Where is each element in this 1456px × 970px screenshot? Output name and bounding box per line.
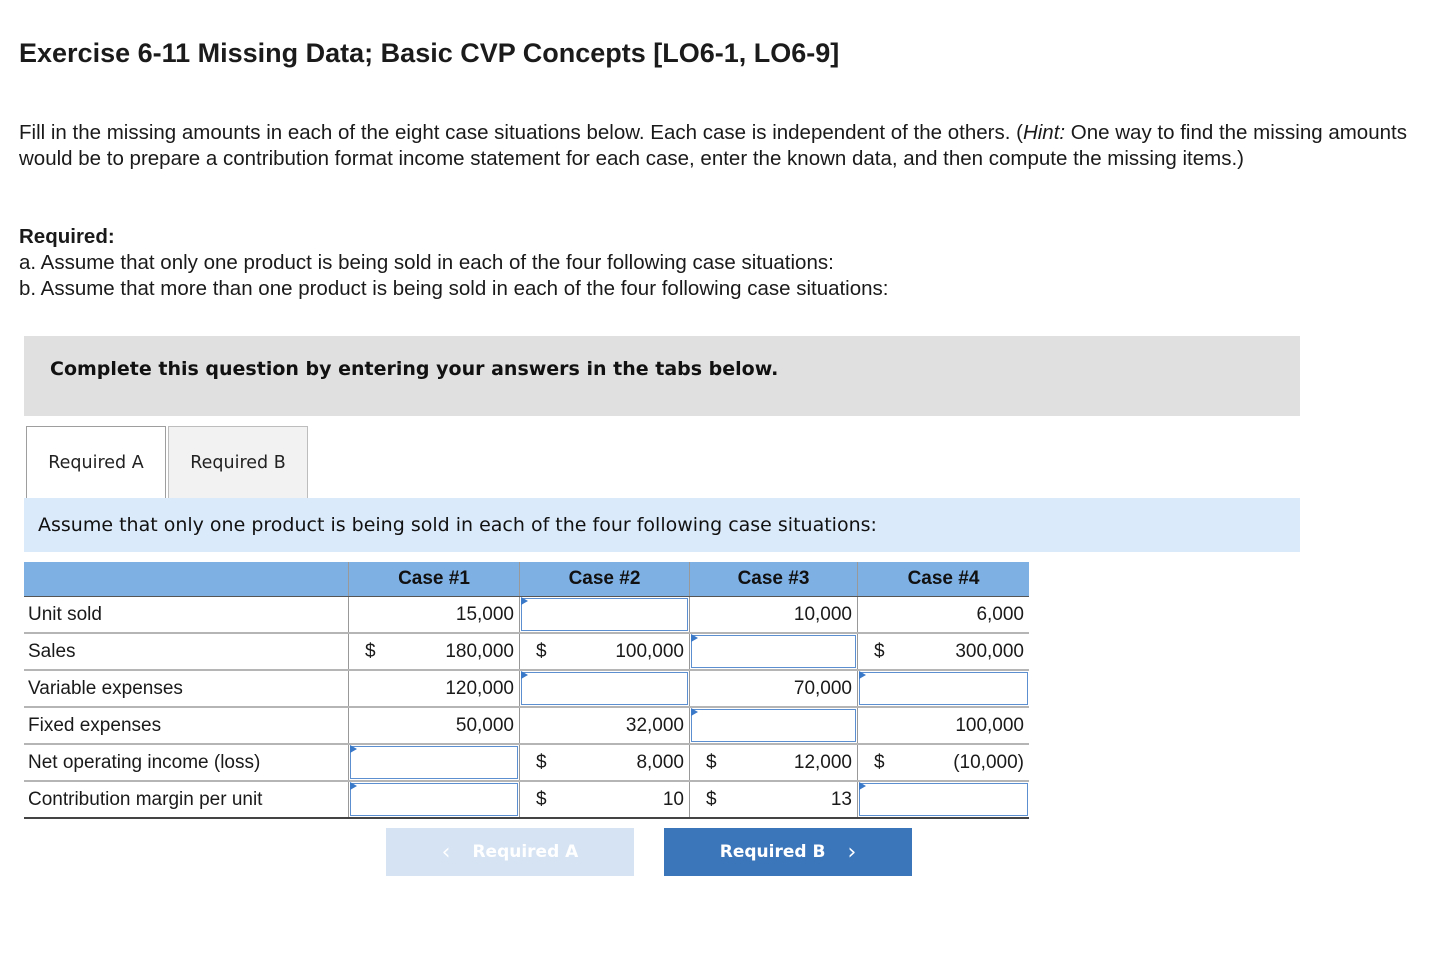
dollar-sign: $ bbox=[365, 641, 376, 662]
required-heading: Required: bbox=[19, 225, 115, 248]
instructions-banner bbox=[24, 336, 1300, 416]
cell-value: 15,000 bbox=[455, 604, 514, 625]
header-blank bbox=[24, 562, 349, 597]
table-row bbox=[24, 670, 1029, 707]
dollar-sign: $ bbox=[536, 752, 547, 773]
cell-value: 180,000 bbox=[445, 641, 514, 662]
cell-value: 70,000 bbox=[793, 678, 852, 699]
case-1-cell bbox=[349, 670, 520, 707]
case-2-cell bbox=[520, 781, 690, 818]
header-case-3: Case #3 bbox=[690, 562, 858, 597]
row-label: Variable expenses bbox=[24, 670, 349, 707]
case-4-cell[interactable] bbox=[858, 670, 1030, 707]
case-4-cell bbox=[858, 707, 1030, 744]
required-section bbox=[19, 224, 1419, 302]
case-1-cell bbox=[349, 633, 520, 670]
answer-input[interactable] bbox=[691, 709, 856, 742]
row-label: Net operating income (loss) bbox=[24, 744, 349, 781]
case-1-cell bbox=[349, 597, 520, 634]
dollar-sign: $ bbox=[706, 752, 717, 773]
chevron-left-icon: ‹ bbox=[441, 839, 451, 865]
answer-input[interactable] bbox=[521, 672, 688, 705]
case-3-cell bbox=[690, 597, 858, 634]
answer-input[interactable] bbox=[859, 672, 1028, 705]
answer-input[interactable] bbox=[350, 746, 518, 779]
case-4-cell bbox=[858, 744, 1030, 781]
case-4-cell bbox=[858, 597, 1030, 634]
cell-value: 120,000 bbox=[445, 678, 514, 699]
cell-value: 100,000 bbox=[615, 641, 684, 662]
row-label: Fixed expenses bbox=[24, 707, 349, 744]
tab-instruction-text: Assume that only one product is being sold in each of the four following case situations: bbox=[38, 514, 877, 536]
row-label: Contribution margin per unit bbox=[24, 781, 349, 818]
cell-value: 10,000 bbox=[793, 604, 852, 625]
case-2-cell bbox=[520, 744, 690, 781]
case-4-cell[interactable] bbox=[858, 781, 1030, 818]
dollar-sign: $ bbox=[536, 641, 547, 662]
dollar-sign: $ bbox=[536, 789, 547, 810]
cell-value: 12,000 bbox=[793, 752, 852, 773]
dollar-sign: $ bbox=[874, 641, 885, 662]
row-label: Unit sold bbox=[24, 597, 349, 634]
case-2-cell[interactable] bbox=[520, 670, 690, 707]
answer-input[interactable] bbox=[691, 635, 856, 668]
intro-part-1: Fill in the missing amounts in each of the eight case situations below. Each case is independent of the others. ( bbox=[19, 121, 1023, 144]
answer-input[interactable] bbox=[521, 598, 688, 631]
required-a-text: a. Assume that only one product is being sold in each of the four following case situations: bbox=[19, 251, 834, 274]
dollar-sign: $ bbox=[874, 752, 885, 773]
case-3-cell[interactable] bbox=[690, 633, 858, 670]
banner-text: Complete this question by entering your answers in the tabs below. bbox=[50, 358, 779, 380]
hint-label: Hint: bbox=[1022, 121, 1066, 144]
case-2-cell[interactable] bbox=[520, 597, 690, 634]
chevron-right-icon: › bbox=[847, 839, 857, 865]
tab-required-b[interactable]: Required B bbox=[168, 426, 308, 498]
case-1-cell[interactable] bbox=[349, 744, 520, 781]
table-row bbox=[24, 744, 1029, 781]
header-case-2: Case #2 bbox=[520, 562, 690, 597]
answer-input[interactable] bbox=[859, 783, 1028, 816]
cell-value: 8,000 bbox=[636, 752, 684, 773]
next-required-b-button[interactable] bbox=[664, 828, 912, 876]
table-row bbox=[24, 781, 1029, 818]
tab-instruction-bar bbox=[24, 498, 1300, 552]
prev-required-a-button bbox=[386, 828, 634, 876]
dollar-sign: $ bbox=[706, 789, 717, 810]
cell-value: (10,000) bbox=[953, 752, 1024, 773]
row-label: Sales bbox=[24, 633, 349, 670]
table-row bbox=[24, 707, 1029, 744]
cell-value: 100,000 bbox=[955, 715, 1024, 736]
cvp-table bbox=[24, 562, 1029, 819]
intro-text bbox=[19, 120, 1419, 172]
cell-value: 300,000 bbox=[955, 641, 1024, 662]
case-3-cell bbox=[690, 781, 858, 818]
header-case-4: Case #4 bbox=[858, 562, 1030, 597]
case-4-cell bbox=[858, 633, 1030, 670]
required-b-text: b. Assume that more than one product is being sold in each of the four following case situations: bbox=[19, 277, 889, 300]
case-3-cell bbox=[690, 670, 858, 707]
case-1-cell bbox=[349, 707, 520, 744]
answer-input[interactable] bbox=[350, 783, 518, 816]
cell-value: 6,000 bbox=[976, 604, 1024, 625]
cell-value: 10 bbox=[662, 789, 684, 810]
case-1-cell[interactable] bbox=[349, 781, 520, 818]
intro-part-2: One way to find the missing amounts would be to prepare a contribution format income statement for each case, enter the known data, and then compute the missing items.) bbox=[19, 121, 1407, 170]
cell-value: 50,000 bbox=[455, 715, 514, 736]
next-button-label: Required B bbox=[719, 842, 826, 862]
case-3-cell bbox=[690, 744, 858, 781]
cell-value: 32,000 bbox=[625, 715, 684, 736]
header-case-1: Case #1 bbox=[349, 562, 520, 597]
prev-button-label: Required A bbox=[472, 842, 579, 862]
case-2-cell bbox=[520, 707, 690, 744]
table-row bbox=[24, 597, 1029, 634]
case-2-cell bbox=[520, 633, 690, 670]
case-3-cell[interactable] bbox=[690, 707, 858, 744]
table-row bbox=[24, 633, 1029, 670]
table-header-row bbox=[24, 562, 1029, 597]
tab-required-a[interactable]: Required A bbox=[26, 426, 166, 498]
cell-value: 13 bbox=[830, 789, 852, 810]
exercise-title: Exercise 6-11 Missing Data; Basic CVP Concepts [LO6-1, LO6-9] bbox=[19, 38, 840, 68]
